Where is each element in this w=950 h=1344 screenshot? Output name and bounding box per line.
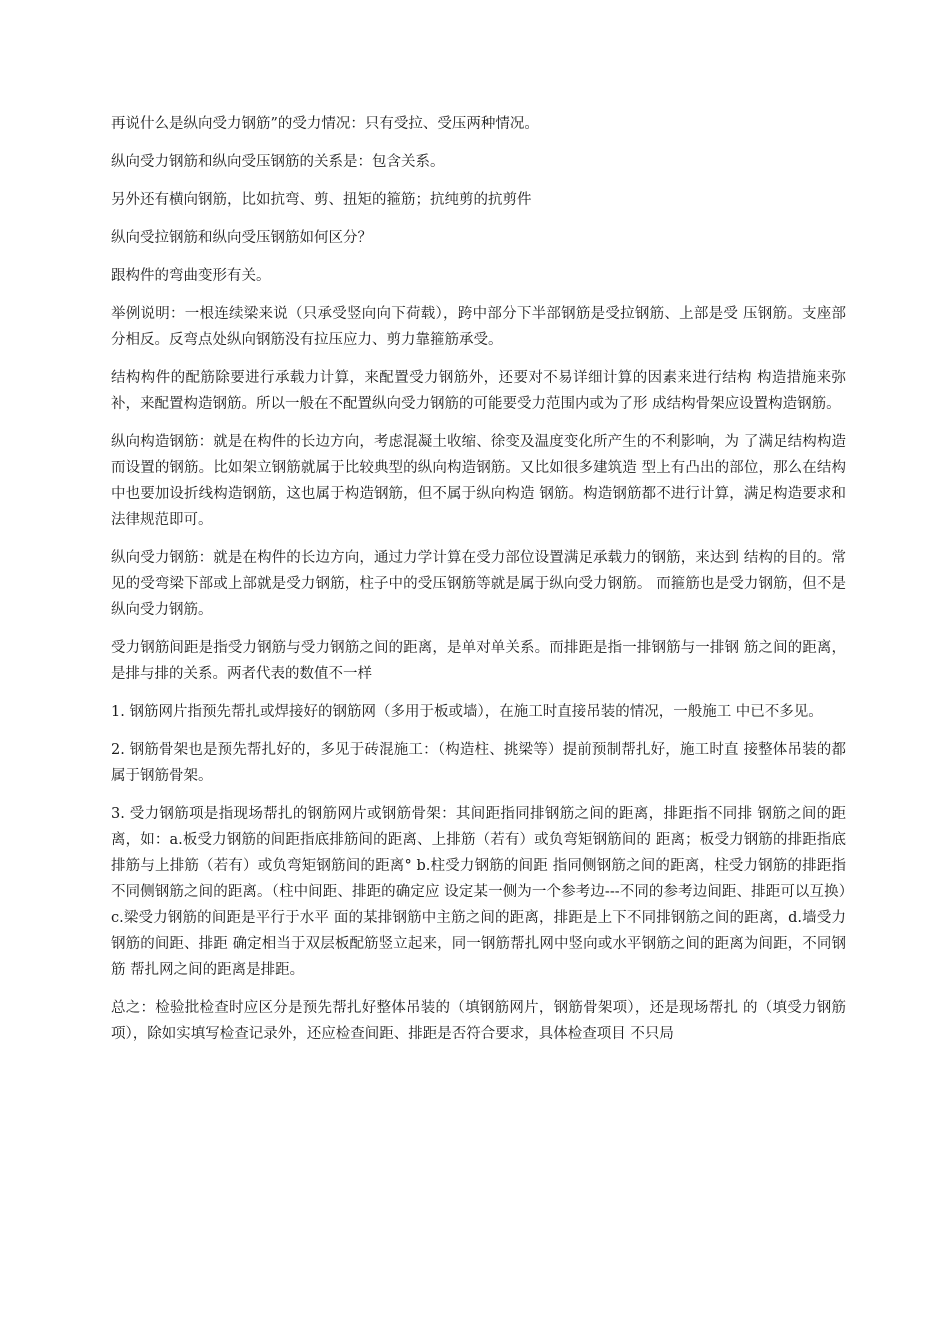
- paragraph-11: 1. 钢筋网片指预先帮扎或焊接好的钢筋网（多用于板或墙），在施工时直接吊装的情况，一般施工 中已不多见。: [111, 704, 823, 720]
- paragraph-2: 纵向受力钢筋和纵向受压钢筋的关系是：包含关系。: [111, 154, 445, 170]
- paragraph-1: 再说什么是纵向受力钢筋”的受力情况：只有受拉、受压两种情况。: [111, 116, 539, 132]
- paragraph-3: 另外还有横向钢筋，比如抗弯、剪、扭矩的箍筋；抗纯剪的抗剪件: [111, 192, 532, 208]
- paragraph-6: 举例说明：一根连续梁来说（只承受竖向向下荷载），跨中部分下半部钢筋是受拉钢筋、上部是受 压钢筋。支座部分相反。反弯点处纵向钢筋没有拉压应力、剪力靠箍筋承受。: [111, 306, 846, 348]
- document-body: [111, 111, 846, 1059]
- paragraph-5: 跟构件的弯曲变形有关。: [111, 268, 271, 284]
- paragraph-10: 受力钢筋间距是指受力钢筋与受力钢筋之间的距离，是单对单关系。而排距是指一排钢筋与一排钢 筋之间的距离，是排与排的关系。两者代表的数值不一样: [111, 640, 846, 682]
- paragraph-14: 总之：检验批检查时应区分是预先帮扎好整体吊装的（填钢筋网片，钢筋骨架项），还是现场帮扎 的（填受力钢筋项），除如实填写检查记录外，还应检查间距、排距是否符合要求，具体检查项目 不只局: [111, 1000, 846, 1042]
- paragraph-12: 2. 钢筋骨架也是预先帮扎好的，多见于砖混施工：（构造柱、挑梁等）提前预制帮扎好，施工时直 接整体吊装的都属于钢筋骨架。: [111, 742, 846, 784]
- paragraph-4: 纵向受拉钢筋和纵向受压钢筋如何区分？: [111, 230, 372, 246]
- paragraph-8: 纵向构造钢筋：就是在构件的长边方向，考虑混凝土收缩、徐变及温度变化所产生的不利影响，为 了满足结构构造而设置的钢筋。比如架立钢筋就属于比较典型的纵向构造钢筋。又比如很多建筑造 型上有凸出的部位，那么在结构中也要加设折线构造钢筋，这也属于构造钢筋，但不属于纵向构造 钢筋。构造钢筋都不进行计算，满足构造要求和法律规范即可。: [111, 434, 846, 528]
- paragraph-9: 纵向受力钢筋：就是在构件的长边方向，通过力学计算在受力部位设置满足承载力的钢筋，来达到 结构的目的。常见的受弯梁下部或上部就是受力钢筋，柱子中的受压钢筋等就是属于纵向受力钢筋。 而箍筋也是受力钢筋，但不是纵向受力钢筋。: [111, 550, 846, 618]
- paragraph-13: 3. 受力钢筋项是指现场帮扎的钢筋网片或钢筋骨架：其间距指同排钢筋之间的距离，排距指不同排 钢筋之间的距离，如：a.板受力钢筋的间距指底排筋间的距离、上排筋（若有）或负弯矩钢筋间的 距离；板受力钢筋的排距指底排筋与上排筋（若有）或负弯矩钢筋间的距离° b.柱受力钢筋的间距 指同侧钢筋之间的距离，柱受力钢筋的排距指不同侧钢筋之间的距离。（柱中间距、排距的确定应 设定某一侧为一个参考边---不同的参考边间距、排距可以互换）c.梁受力钢筋的间距是平行于水平 面的某排钢筋中主筋之间的距离，排距是上下不同排钢筋之间的距离，d.墙受力钢筋的间距、排距 确定相当于双层板配筋竖立起来，同一钢筋帮扎网中竖向或水平钢筋之间的距离为间距，不同钢筋 帮扎网之间的距离是排距。: [111, 806, 846, 978]
- paragraph-7: 结构构件的配筋除要进行承载力计算，来配置受力钢筋外，还要对不易详细计算的因素来进行结构 构造措施来弥补，来配置构造钢筋。所以一般在不配置纵向受力钢筋的可能要受力范围内或为了形 成结构骨架应设置构造钢筋。: [111, 370, 846, 412]
